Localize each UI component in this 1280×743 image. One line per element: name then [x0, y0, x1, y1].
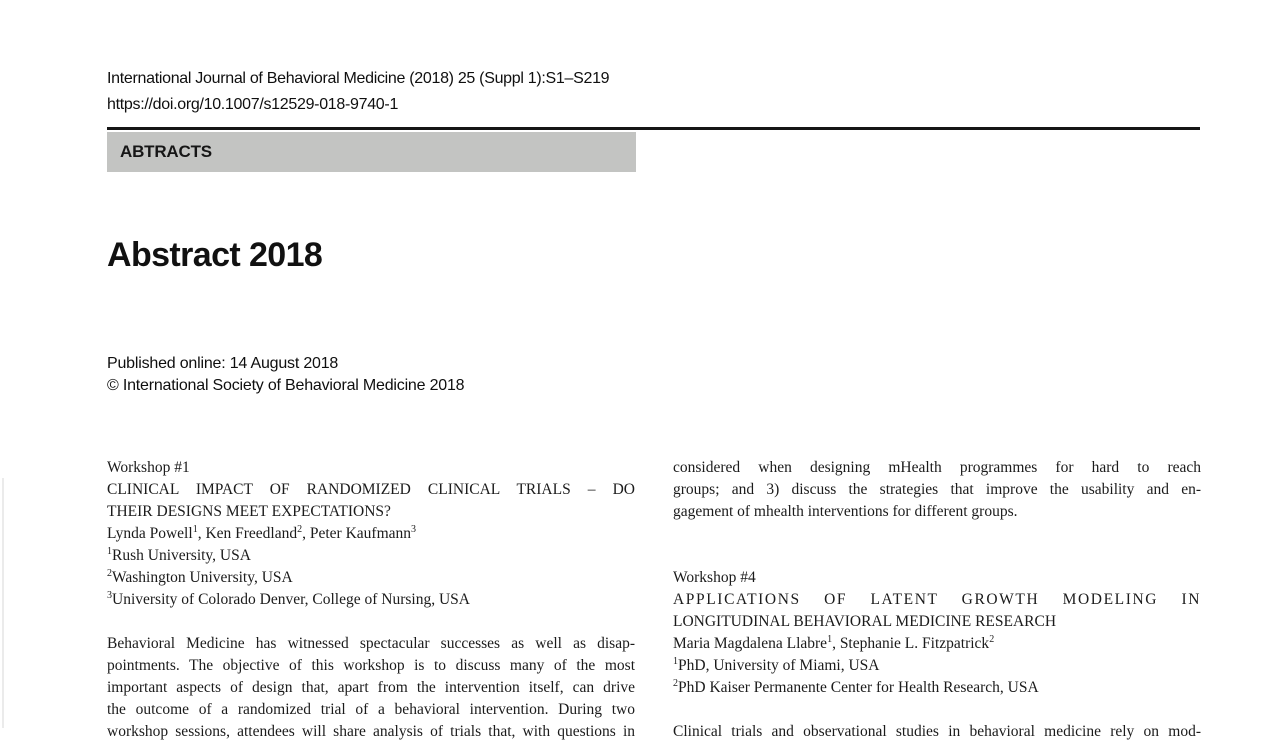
- column-left: [107, 457, 635, 740]
- affiliation-text: PhD Kaiser Permanente Center for Health Research, USA: [678, 679, 1039, 696]
- page-edge-shadow: [2, 478, 4, 728]
- affiliation-text: University of Colorado Denver, College of Nursing, USA: [112, 591, 470, 608]
- author-superscript: 1: [192, 524, 198, 535]
- abstract-text-line: gagement of mhealth interventions for different groups.: [673, 503, 1018, 520]
- copyright-line: © International Society of Behavioral Medicine 2018: [107, 377, 465, 394]
- publication-info: [107, 353, 464, 397]
- author-superscript: 1: [827, 634, 833, 645]
- affiliation-line: [673, 677, 1201, 699]
- doi-line: https://doi.org/10.1007/s12529-018-9740-1: [107, 96, 399, 113]
- affiliation-line: [107, 589, 635, 611]
- affiliation-superscript: 3: [107, 590, 112, 601]
- workshop-label: Workshop #4: [673, 569, 756, 586]
- header-rule: [107, 127, 1200, 130]
- affiliation-superscript: 1: [673, 656, 678, 667]
- clipped-text-line: workshop sessions, attendees will share analysis of trials that, with questions in: [107, 723, 635, 740]
- workshop-title-line: LONGITUDINAL BEHAVIORAL MEDICINE RESEARCH: [673, 613, 1057, 630]
- author-superscript: 3: [411, 524, 417, 535]
- abstract-text-line: the outcome of a randomized trial of a behavioral intervention. During two: [107, 701, 635, 718]
- published-online-line: Published online: 14 August 2018: [107, 355, 339, 372]
- affiliation-line: [107, 545, 635, 567]
- abstract-text-line: considered when designing mHealth programmes for hard to reach: [673, 459, 1201, 476]
- affiliation-line: [107, 567, 635, 589]
- page-title: Abstract 2018: [107, 236, 323, 274]
- abstract-text-line: important aspects of design that, apart from the intervention itself, can drive: [107, 679, 635, 696]
- author-name: , Stephanie L. Fitzpatrick: [832, 635, 990, 652]
- abstract-text-line: groups; and 3) discuss the strategies that improve the usability and en-: [673, 481, 1201, 498]
- spacer-line: [673, 545, 1201, 567]
- workshop-label: Workshop #1: [107, 459, 190, 476]
- affiliation-superscript: 2: [673, 678, 678, 689]
- abstract-text-line: pointments. The objective of this workshop is to discuss many of the most: [107, 657, 635, 674]
- affiliation-superscript: 1: [107, 546, 112, 557]
- author-superscript: 2: [989, 634, 995, 645]
- spacer-line: [107, 611, 635, 633]
- abstract-text-line: Behavioral Medicine has witnessed spectacular successes as well as disap-: [107, 635, 635, 652]
- column-right: [673, 457, 1201, 740]
- spacer-line: [673, 699, 1201, 721]
- author-line: [107, 523, 635, 545]
- affiliation-text: Washington University, USA: [112, 569, 293, 586]
- workshop-title-line: THEIR DESIGNS MEET EXPECTATIONS?: [107, 503, 391, 520]
- affiliation-line: [673, 655, 1201, 677]
- affiliation-superscript: 2: [107, 568, 112, 579]
- workshop-title-line: APPLICATIONS OF LATENT GROWTH MODELING IN: [673, 591, 1201, 608]
- author-line: [673, 633, 1201, 655]
- spacer-line: [673, 523, 1201, 545]
- workshop-title-line: CLINICAL IMPACT OF RANDOMIZED CLINICAL TRIALS – DO: [107, 481, 635, 498]
- author-name: Maria Magdalena Llabre: [673, 635, 828, 652]
- affiliation-text: PhD, University of Miami, USA: [678, 657, 880, 674]
- section-banner: [107, 132, 636, 172]
- affiliation-text: Rush University, USA: [112, 547, 251, 564]
- author-name: , Peter Kaufmann: [302, 525, 412, 542]
- section-banner-label: ABTRACTS: [120, 142, 212, 161]
- author-name: Lynda Powell: [107, 525, 193, 542]
- journal-header: [107, 66, 609, 118]
- author-superscript: 2: [297, 524, 303, 535]
- clipped-text-line: Clinical trials and observational studies in behavioral medicine rely on mod-: [673, 723, 1201, 740]
- journal-citation-line: International Journal of Behavioral Medicine (2018) 25 (Suppl 1):S1–S219: [107, 70, 610, 87]
- author-name: , Ken Freedland: [197, 525, 298, 542]
